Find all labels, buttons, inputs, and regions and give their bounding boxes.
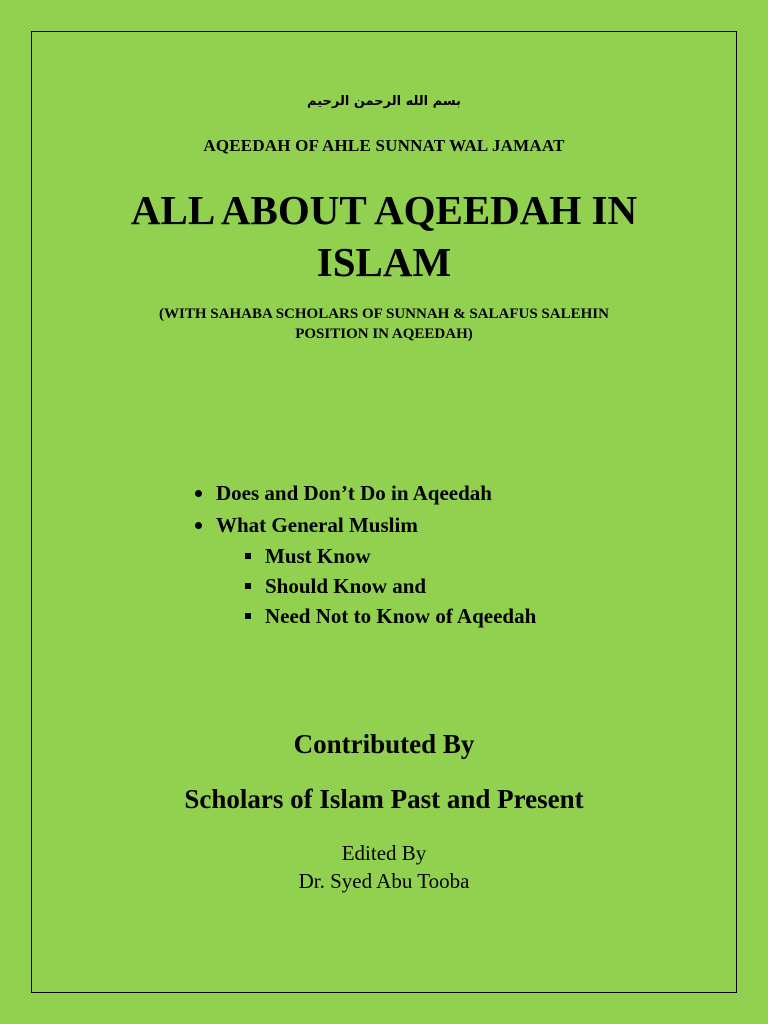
topic-list: [190, 477, 536, 631]
list-item: [190, 509, 536, 541]
list-item-label: Does and Don’t Do in Aqeedah: [216, 480, 492, 505]
document-subtitle: [0, 304, 768, 344]
sub-list-item-label: Need Not to Know of Aqeedah: [265, 603, 537, 628]
sub-list-item: [245, 541, 536, 571]
sub-list-item-label: Should Know and: [265, 573, 427, 598]
contributed-heading: Contributed By: [293, 729, 475, 759]
editor-name: Dr. Syed Abu Tooba: [298, 869, 470, 893]
title-line-2: ISLAM: [316, 239, 452, 285]
list-item: [190, 477, 536, 509]
bullet-icon: [195, 522, 202, 529]
subtitle-line-1: (WITH SAHABA SCHOLARS OF SUNNAH & SALAFUS SALEHIN: [159, 306, 609, 322]
document-title: [0, 184, 768, 288]
contributors-text: Scholars of Islam Past and Present: [184, 784, 584, 814]
sub-list-item-label: Must Know: [265, 543, 371, 568]
subtitle-line-2: POSITION IN AQEEDAH): [295, 326, 473, 342]
list-item-label: What General Muslim: [216, 512, 418, 537]
title-line-1: ALL ABOUT AQEEDAH IN: [130, 187, 638, 233]
editor-block: [0, 839, 768, 895]
bismillah-text: بسم الله الرحمن الرحيم: [307, 94, 461, 109]
sub-list-item: [245, 571, 536, 601]
square-bullet-icon: [245, 583, 251, 589]
edited-by-label: Edited By: [341, 841, 427, 865]
series-heading: AQEEDAH OF AHLE SUNNAT WAL JAMAAT: [203, 136, 565, 155]
sub-list-item: [245, 601, 536, 631]
square-bullet-icon: [245, 553, 251, 559]
square-bullet-icon: [245, 613, 251, 619]
bullet-icon: [195, 490, 202, 497]
